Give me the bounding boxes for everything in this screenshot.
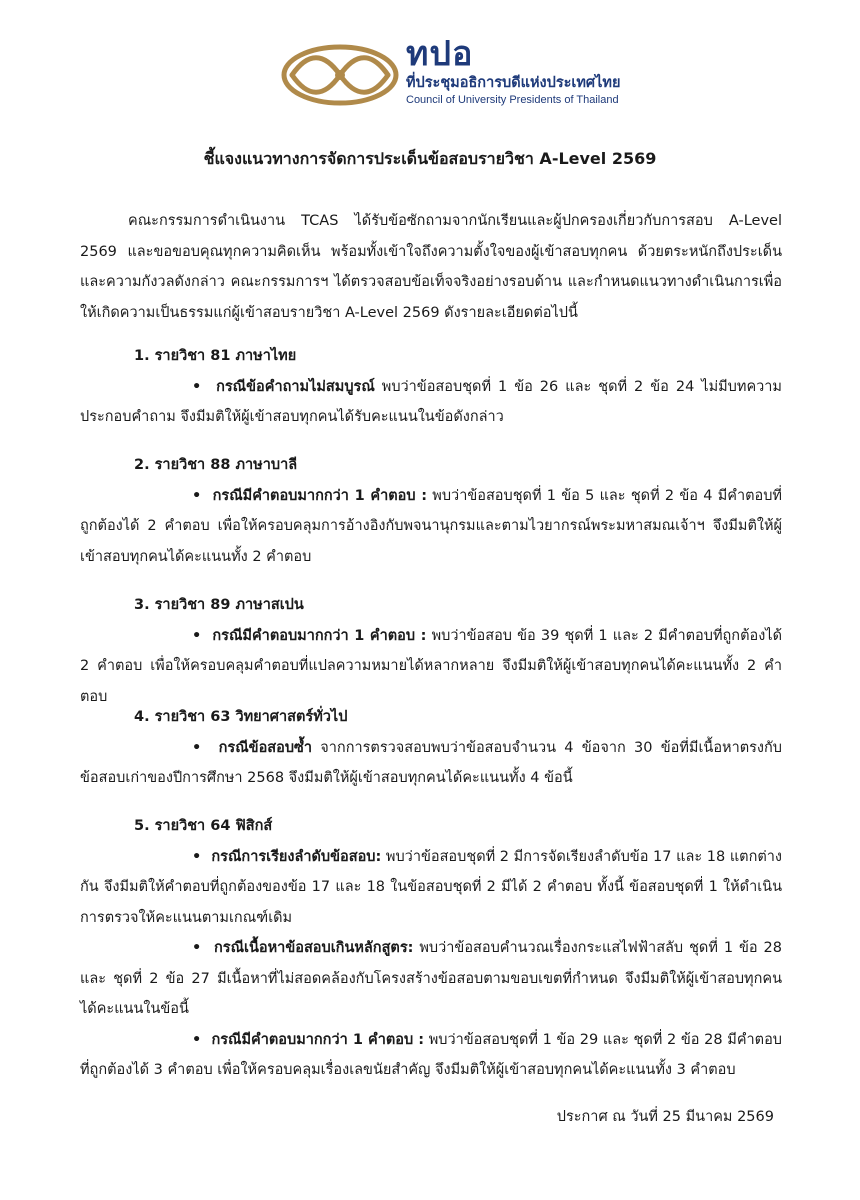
intro-paragraph — [80, 206, 782, 328]
case-text: พบว่าข้อสอบชุดที่ 1 ข้อ 5 และ ชุดที่ 2 ข้อ 4 มีคำตอบที่ถูกต้องได้ 2 คำตอบ เพื่อให้ครอบคลุมการอ้างอิงกับพจนานุกรมและตามไวยากรณ์พระมหาสมณเจ้าฯ จึงมีมติให้ผู้เข้าสอบทุกคนได้คะแนนทั้ง 2 คำตอบ — [80, 487, 782, 565]
section-pali — [80, 450, 782, 572]
section-physics — [80, 811, 782, 1086]
bullet-icon: • — [192, 848, 212, 865]
case-item — [80, 842, 782, 934]
case-text: พบว่าข้อสอบชุดที่ 1 ข้อ 29 และ ชุดที่ 2 ข้อ 28 มีคำตอบที่ถูกต้องได้ 3 คำตอบ เพื่อให้ครอบคลุมเรื่องเลขนัยสำคัญ จึงมีมติให้ผู้เข้าสอบทุกคนได้คะแนนทั้ง 3 คำตอบ — [80, 1031, 782, 1078]
section-general-science — [80, 702, 782, 794]
org-name-english: Council of University Presidents of Thailand — [406, 94, 619, 106]
org-name-block — [406, 34, 636, 108]
case-item — [80, 933, 782, 1025]
org-abbreviation: ทปอ — [406, 35, 474, 73]
bullet-icon: • — [192, 378, 217, 395]
case-text: พบว่าข้อสอบ ข้อ 39 ชุดที่ 1 และ 2 มีคำตอบที่ถูกต้องได้ 2 คำตอบ เพื่อให้ครอบคลุมคำตอบที่แปลความหมายได้หลากหลาย จึงมีมติให้ผู้เข้าสอบทุกคนได้คะแนนทั้ง 2 คำตอบ — [80, 627, 782, 705]
case-item — [80, 372, 782, 433]
cupt-logo-icon — [278, 40, 402, 110]
bullet-icon: • — [192, 1031, 212, 1048]
section-title: 1. รายวิชา 81 ภาษาไทย — [134, 348, 297, 364]
case-label: กรณีข้อคำถามไม่สมบูรณ์ — [216, 378, 375, 395]
case-item — [80, 621, 782, 713]
bullet-icon: • — [192, 940, 215, 956]
case-item — [80, 481, 782, 573]
case-item — [80, 733, 782, 794]
case-text: พบว่าข้อสอบชุดที่ 1 ข้อ 26 และ ชุดที่ 2 ข้อ 24 ไม่มีบทความประกอบคำถาม จึงมีมติให้ผู้เข้าสอบทุกคนได้รับคะแนนในข้อดังกล่าว — [80, 378, 782, 425]
section-spanish — [80, 590, 782, 712]
bullet-icon: • — [192, 487, 213, 504]
case-text: พบว่าข้อสอบคำนวณเรื่องกระแสไฟฟ้าสลับ ชุดที่ 1 ข้อ 28 และ ชุดที่ 2 ข้อ 27 มีเนื้อหาที่ไม่สอดคล้องกับโครงสร้างข้อสอบตามขอบเขตที่กำหนด จึงมีมติให้ผู้เข้าสอบทุกคนได้คะแนนในข้อนี้ — [80, 940, 782, 1017]
case-label: กรณีมีคำตอบมากกว่า 1 คำตอบ : — [212, 627, 427, 644]
case-label: กรณีการเรียงลำดับข้อสอบ: — [211, 848, 382, 865]
announcement-date: ประกาศ ณ วันที่ 25 มีนาคม 2569 — [556, 1109, 774, 1125]
section-thai — [80, 341, 782, 433]
org-name-thai: ที่ประชุมอธิการบดีแห่งประเทศไทย — [406, 75, 621, 91]
case-text: จากการตรวจสอบพบว่าข้อสอบจำนวน 4 ข้อจาก 30 ข้อที่มีเนื้อหาตรงกับข้อสอบเก่าของปีการศึกษา 2568 จึงมีมติให้ผู้เข้าสอบทุกคนได้คะแนนทั้ง 4 ข้อนี้ — [80, 739, 782, 786]
case-text: พบว่าข้อสอบชุดที่ 2 มีการจัดเรียงลำดับข้อ 17 และ 18 แตกต่างกัน จึงมีมติให้คำตอบที่ถูกต้องของข้อ 17 และ 18 ในข้อสอบชุดที่ 2 มีได้ 2 คำตอบ ทั้งนี้ ข้อสอบชุดที่ 1 ให้ดำเนินการตรวจให้คะแนนตามเกณฑ์เดิม — [80, 848, 782, 926]
header — [278, 34, 621, 114]
section-title: 5. รายวิชา 64 ฟิสิกส์ — [134, 818, 273, 834]
case-label: กรณีมีคำตอบมากกว่า 1 คำตอบ : — [212, 487, 428, 504]
section-title: 3. รายวิชา 89 ภาษาสเปน — [134, 597, 304, 613]
intro-text: คณะกรรมการดำเนินงาน TCAS ได้รับข้อซักถามจากนักเรียนและผู้ปกครองเกี่ยวกับการสอบ A-Level 2569 และขอขอบคุณทุกความคิดเห็น พร้อมทั้งเข้าใจถึงความตั้งใจของผู้เข้าสอบทุกคน ด้วยตระหนักถึงประเด็นและความกังวลดังกล่าว คณะกรรมการฯ ได้ตรวจสอบข้อเท็จจริงอย่างรอบด้าน และกำหนดแนวทางดำเนินการเพื่อให้เกิดความเป็นธรรมแก่ผู้เข้าสอบรายวิชา A-Level 2569 ดังรายละเอียดต่อไปนี้ — [80, 213, 782, 321]
case-label: กรณีมีคำตอบมากกว่า 1 คำตอบ : — [211, 1031, 425, 1048]
section-title: 4. รายวิชา 63 วิทยาศาสตร์ทั่วไป — [134, 709, 348, 725]
case-item — [80, 1025, 782, 1086]
case-label: กรณีข้อสอบซ้ำ — [218, 739, 313, 756]
bullet-icon: • — [192, 627, 213, 644]
section-title: 2. รายวิชา 88 ภาษาบาลี — [134, 457, 298, 473]
bullet-icon: • — [192, 739, 219, 756]
document-title: ชี้แจงแนวทางการจัดการประเด็นข้อสอบรายวิชา A-Level 2569 — [203, 149, 657, 168]
case-label: กรณีเนื้อหาข้อสอบเกินหลักสูตร: — [214, 940, 414, 956]
